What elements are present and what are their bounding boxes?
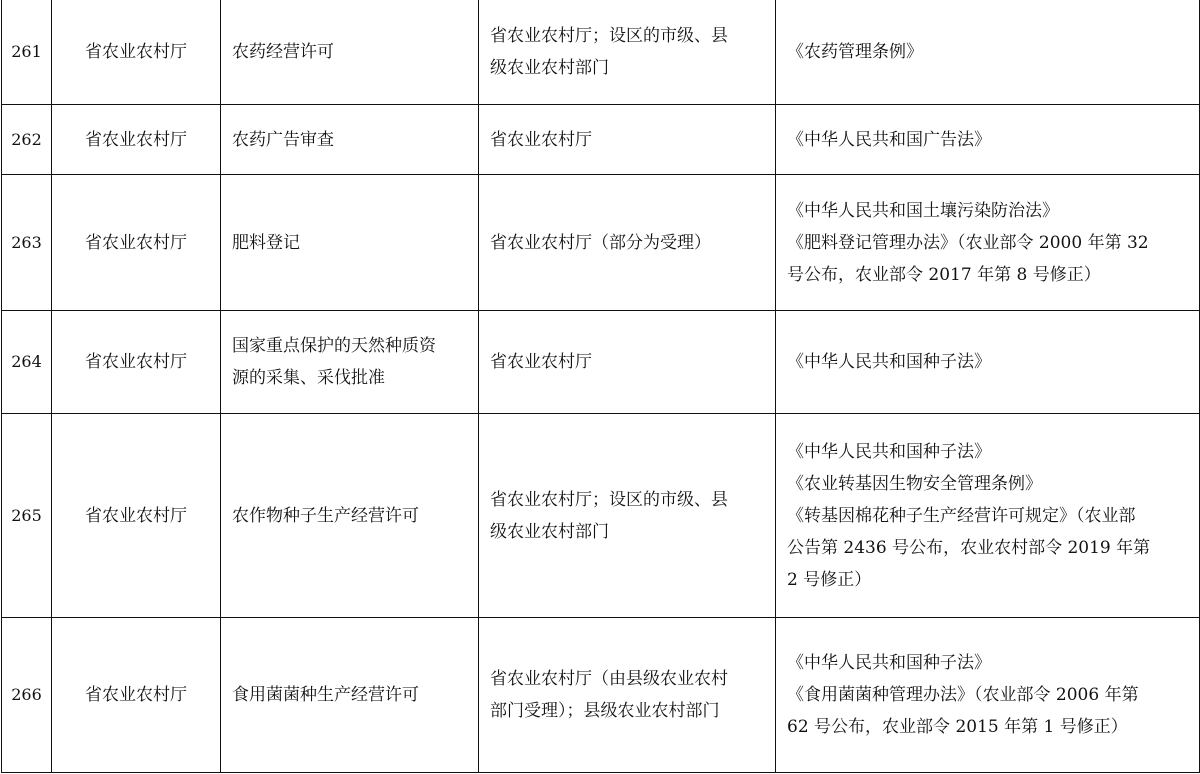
organization-cell	[479, 414, 776, 618]
item-line: 农作物种子生产经营许可	[232, 505, 419, 526]
item-line: 食用菌菌种生产经营许可	[232, 685, 419, 705]
legal-basis-cell	[776, 0, 1200, 105]
row-number-cell: 263	[2, 175, 52, 311]
legal-basis-line: 《中华人民共和国广告法》	[787, 129, 991, 150]
permits-table	[1, 0, 1200, 773]
legal-basis-line: 《中华人民共和国种子法》	[787, 441, 991, 462]
table-row	[2, 618, 1200, 773]
table-row	[2, 0, 1200, 105]
item-cell	[221, 311, 479, 414]
department-cell: 省农业农村厅	[52, 414, 221, 618]
organization-cell	[479, 175, 776, 311]
legal-basis-line: 《农药管理条例》	[787, 42, 923, 62]
item-line: 农药广告审查	[232, 129, 334, 150]
item-line: 国家重点保护的天然种质资	[232, 336, 436, 356]
item-cell	[221, 175, 479, 311]
organization-line: 部门受理）；县级农业农村部门	[490, 701, 720, 721]
organization-line: 省农业农村厅；设区的市级、县	[490, 26, 728, 46]
legal-basis-line: 《农业转基因生物安全管理条例》	[787, 473, 1042, 494]
legal-basis-line: 《食用菌菌种管理办法》（农业部令 2006 年第	[787, 685, 1139, 705]
item-cell	[221, 0, 479, 105]
row-number-cell: 264	[2, 311, 52, 414]
table-row	[2, 105, 1200, 175]
item-cell	[221, 618, 479, 773]
legal-basis-cell	[776, 618, 1200, 773]
department-cell: 省农业农村厅	[52, 105, 221, 175]
row-number-cell: 265	[2, 414, 52, 618]
legal-basis-line: 《肥料登记管理办法》（农业部令 2000 年第 32	[787, 232, 1149, 253]
organization-cell	[479, 311, 776, 414]
legal-basis-line: 2 号修正）	[787, 569, 872, 590]
organization-line: 省农业农村厅；设区的市级、县	[490, 489, 728, 510]
legal-basis-line: 公告第 2436 号公布，农业农村部令 2019 年第	[787, 537, 1151, 558]
row-number-cell: 266	[2, 618, 52, 773]
organization-line: 省农业农村厅（部分为受理）	[490, 232, 711, 253]
legal-basis-cell	[776, 175, 1200, 311]
legal-basis-line: 《转基因棉花种子生产经营许可规定》（农业部	[787, 505, 1136, 526]
table-row	[2, 311, 1200, 414]
row-number-cell: 261	[2, 0, 52, 105]
item-line: 肥料登记	[232, 232, 300, 253]
organization-cell	[479, 618, 776, 773]
legal-basis-line: 《中华人民共和国土壤污染防治法》	[787, 200, 1059, 221]
item-line: 源的采集、采伐批准	[232, 368, 385, 388]
item-line: 农药经营许可	[232, 42, 334, 62]
organization-cell	[479, 0, 776, 105]
row-number-cell: 262	[2, 105, 52, 175]
legal-basis-line: 《中华人民共和国种子法》	[787, 653, 991, 673]
organization-line: 级农业农村部门	[490, 521, 609, 542]
item-cell	[221, 105, 479, 175]
table-body	[2, 0, 1200, 773]
item-cell	[221, 414, 479, 618]
organization-line: 级农业农村部门	[490, 58, 609, 78]
table-row	[2, 414, 1200, 618]
legal-basis-line: 62 号公布，农业部令 2015 年第 1 号修正）	[787, 717, 1128, 737]
organization-cell	[479, 105, 776, 175]
organization-line: 省农业农村厅	[490, 129, 592, 150]
table-row	[2, 175, 1200, 311]
department-cell: 省农业农村厅	[52, 0, 221, 105]
legal-basis-line: 号公布，农业部令 2017 年第 8 号修正）	[787, 264, 1101, 285]
organization-line: 省农业农村厅	[490, 352, 592, 372]
organization-line: 省农业农村厅（由县级农业农村	[490, 669, 728, 689]
department-cell: 省农业农村厅	[52, 618, 221, 773]
legal-basis-cell	[776, 311, 1200, 414]
legal-basis-line: 《中华人民共和国种子法》	[787, 352, 991, 372]
legal-basis-cell	[776, 414, 1200, 618]
department-cell: 省农业农村厅	[52, 311, 221, 414]
department-cell: 省农业农村厅	[52, 175, 221, 311]
legal-basis-cell	[776, 105, 1200, 175]
